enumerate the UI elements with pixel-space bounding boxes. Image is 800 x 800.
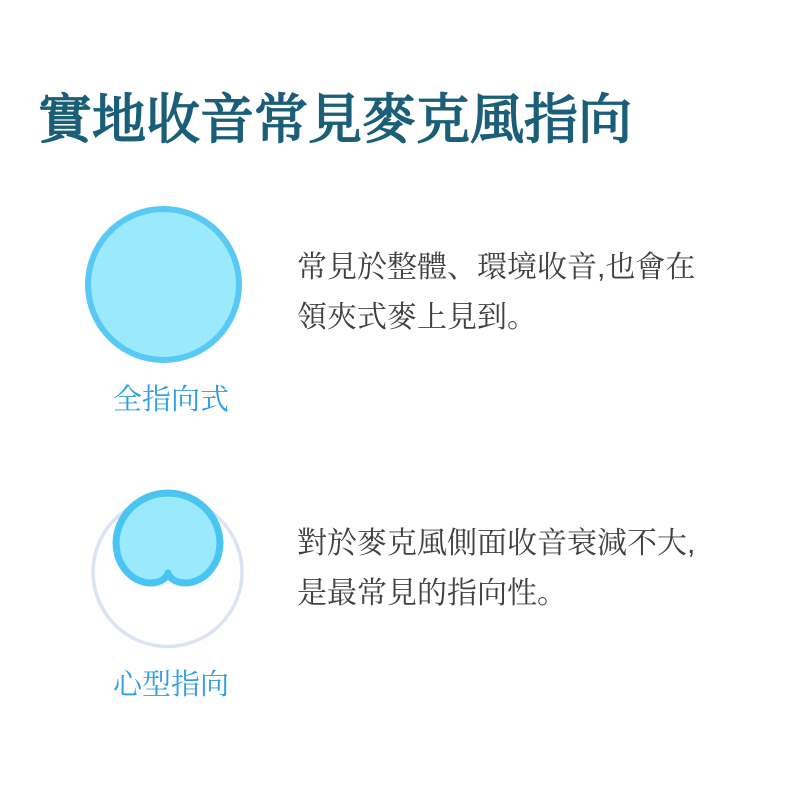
description-line-1: 對於麥克風側面收音衰減不大, <box>297 527 696 560</box>
description-line-2: 領夾式麥上見到。 <box>297 301 537 334</box>
cardioid-path <box>116 493 220 583</box>
cardioid-description <box>297 519 695 619</box>
description-line-2: 是最常見的指向性。 <box>297 577 567 610</box>
page-title: 實地收音常見麥克風指向 <box>38 90 632 151</box>
omnidirectional-label: 全指向式 <box>113 384 230 416</box>
cardioid-pattern-diagram <box>83 487 253 657</box>
cardioid-label: 心型指向 <box>113 669 230 701</box>
omnidirectional-pattern-diagram <box>85 206 242 363</box>
description-line-1: 常見於整體、環境收音,也會在 <box>297 251 696 284</box>
omnidirectional-description <box>297 243 695 343</box>
